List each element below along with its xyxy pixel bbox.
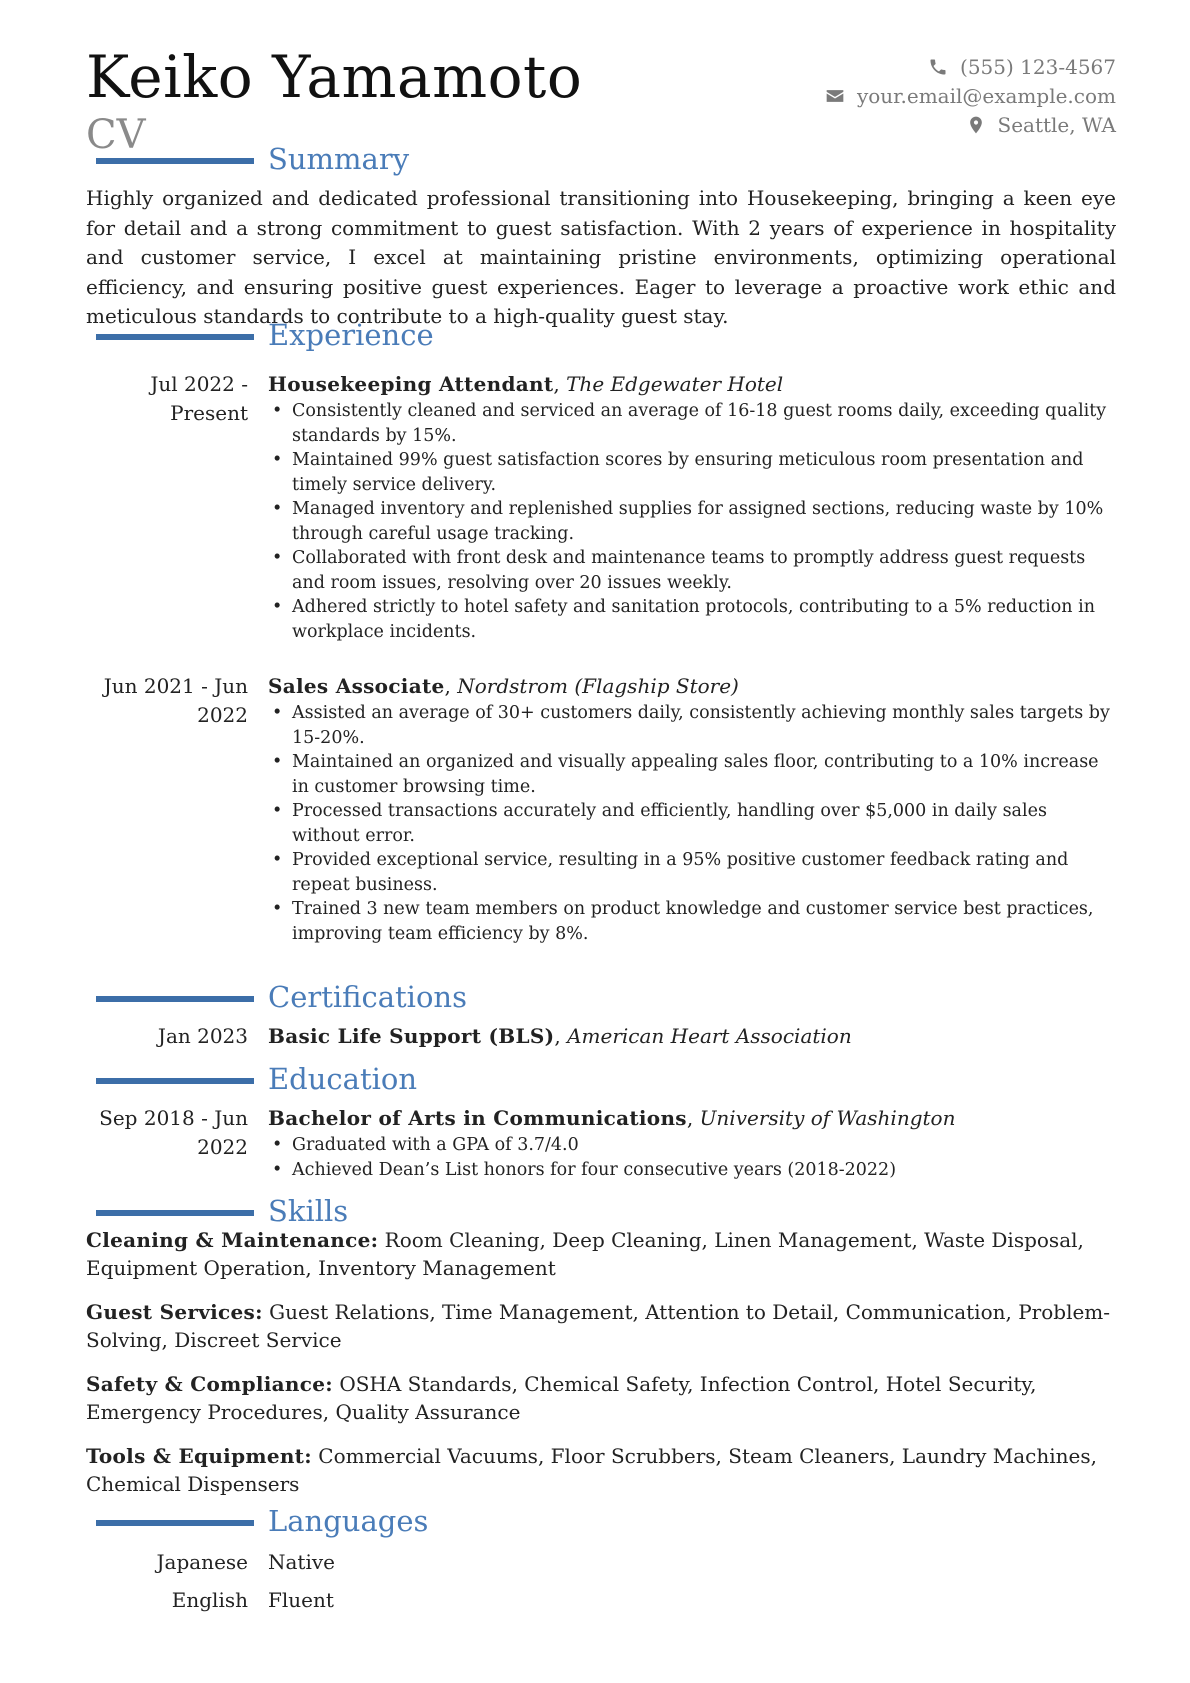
skill-values: Commercial Vacuums, Floor Scrubbers, Steam Cleaners, Laundry Machines, Chemical Dispensers	[86, 1444, 1098, 1496]
list-item: • Managed inventory and replenished supplies for assigned sections, reducing waste by 10% through careful usage tracking.	[268, 497, 1116, 546]
entry-body	[268, 1104, 1116, 1182]
section-title: Experience	[268, 318, 434, 352]
document-subtitle: CV	[86, 112, 146, 158]
cv-page	[86, 0, 1116, 1612]
job-title: Housekeeping Attendant	[268, 372, 554, 396]
skill-values: Guest Relations, Time Management, Attention to Detail, Communication, Problem-Solving, Discreet Service	[86, 1300, 1111, 1352]
skill-group	[86, 1226, 1116, 1282]
bullet-list	[268, 1133, 1116, 1182]
list-item: • Maintained an organized and visually appealing sales floor, contributing to a 10% increase in customer browsing time.	[268, 750, 1116, 799]
skill-group	[86, 1298, 1116, 1354]
skill-label: Tools & Equipment:	[86, 1444, 312, 1468]
certification-title: Basic Life Support (BLS)	[268, 1024, 555, 1048]
skill-group	[86, 1370, 1116, 1426]
entry-title: Basic Life Support (BLS), American Heart Association	[268, 1024, 852, 1048]
map-marker-icon	[966, 115, 986, 135]
job-title: Sales Associate	[268, 674, 445, 698]
contact-location	[825, 110, 1116, 139]
contact-email[interactable]	[825, 81, 1116, 110]
section-languages-heading	[86, 1504, 1116, 1538]
entry-title: Sales Associate, Nordstrom (Flagship Store)	[268, 674, 739, 698]
skill-group	[86, 1442, 1116, 1498]
section-title: Certifications	[268, 980, 467, 1014]
section-education-heading	[86, 1062, 1116, 1096]
section-skills-heading	[86, 1194, 1116, 1228]
section-summary-heading	[86, 142, 1116, 176]
list-item: • Maintained 99% guest satisfaction scores by ensuring meticulous room presentation and timely service delivery.	[268, 448, 1116, 497]
section-title: Skills	[268, 1194, 349, 1228]
skill-label: Guest Services:	[86, 1300, 263, 1324]
employer: The Edgewater Hotel	[566, 372, 784, 396]
entry-title: Housekeeping Attendant, The Edgewater Hotel	[268, 372, 784, 396]
section-rule	[96, 1078, 254, 1084]
location-text: Seattle, WA	[997, 112, 1116, 137]
section-rule	[96, 1520, 254, 1526]
entry-body	[268, 672, 1116, 946]
list-item: • Collaborated with front desk and maintenance teams to promptly address guest requests and room issues, resolving over 20 issues weekly.	[268, 546, 1116, 595]
employer: Nordstrom (Flagship Store)	[457, 674, 739, 698]
institution: University of Washington	[699, 1106, 956, 1130]
list-item: • Processed transactions accurately and efficiently, handling over $5,000 in daily sales without error.	[268, 799, 1116, 848]
bullet-list	[268, 701, 1116, 946]
phone-icon	[928, 57, 948, 77]
cv-header	[86, 0, 1116, 160]
list-item: • Adhered strictly to hotel safety and sanitation protocols, contributing to a 5% reduction in workplace incidents.	[268, 595, 1116, 644]
envelope-icon	[825, 86, 845, 106]
entry-date: Sep 2018 - Jun 2022	[99, 1106, 248, 1159]
summary-text: Highly organized and dedicated professional transitioning into Housekeeping, bringing a keen eye for detail and a strong commitment to guest satisfaction. With 2 years of experience in hospitality and customer service, I excel at maintaining pristine environments, optimizing operational efficiency, and ensuring positive guest experiences. Eager to leverage a proactive work ethic and meticulous standards to contribute to a high-quality guest stay.	[86, 186, 1116, 328]
section-certifications-heading	[86, 980, 1116, 1014]
skill-label: Safety & Compliance:	[86, 1372, 333, 1396]
list-item: • Provided exceptional service, resulting in a 95% positive customer feedback rating and repeat business.	[268, 848, 1116, 897]
contact-phone[interactable]	[825, 52, 1116, 81]
entry-date: Jul 2022 - Present	[150, 372, 248, 425]
section-experience-heading	[86, 318, 1116, 352]
list-item: • Assisted an average of 30+ customers daily, consistently achieving monthly sales targets by 15-20%.	[268, 701, 1116, 750]
email-text: your.email@example.com	[856, 83, 1116, 108]
entry-date: Jun 2021 - Jun 2022	[103, 674, 248, 727]
entry-body	[268, 1022, 1116, 1051]
entry-body	[268, 370, 1116, 644]
section-rule	[96, 996, 254, 1002]
bullet-list	[268, 399, 1116, 644]
person-name: Keiko Yamamoto	[86, 43, 583, 111]
list-item: • Graduated with a GPA of 3.7/4.0	[268, 1133, 1116, 1158]
phone-text: (555) 123-4567	[960, 54, 1116, 79]
section-title: Education	[268, 1062, 418, 1096]
language-level: Native	[268, 1550, 335, 1574]
list-item: • Achieved Dean’s List honors for four consecutive years (2018-2022)	[268, 1158, 1116, 1183]
contact-block	[825, 52, 1116, 139]
skill-label: Cleaning & Maintenance:	[86, 1228, 379, 1252]
section-title: Summary	[268, 142, 410, 176]
skill-values: OSHA Standards, Chemical Safety, Infection Control, Hotel Security, Emergency Procedures, Quality Assurance	[86, 1372, 1037, 1424]
skill-values: Room Cleaning, Deep Cleaning, Linen Management, Waste Disposal, Equipment Operation, Inventory Management	[86, 1228, 1084, 1280]
section-rule	[96, 158, 254, 164]
section-title: Languages	[268, 1504, 429, 1538]
entry-date: Jan 2023	[157, 1024, 248, 1048]
language-name: Japanese	[156, 1550, 248, 1574]
language-name: English	[171, 1588, 248, 1612]
list-item: • Trained 3 new team members on product knowledge and customer service best practices, improving team efficiency by 8%.	[268, 897, 1116, 946]
section-rule	[96, 334, 254, 340]
degree: Bachelor of Arts in Communications	[268, 1106, 687, 1130]
list-item: • Consistently cleaned and serviced an average of 16-18 guest rooms daily, exceeding quality standards by 15%.	[268, 399, 1116, 448]
language-level: Fluent	[268, 1588, 334, 1612]
entry-title: Bachelor of Arts in Communications, University of Washington	[268, 1106, 956, 1130]
issuer: American Heart Association	[567, 1024, 852, 1048]
section-rule	[96, 1210, 254, 1216]
